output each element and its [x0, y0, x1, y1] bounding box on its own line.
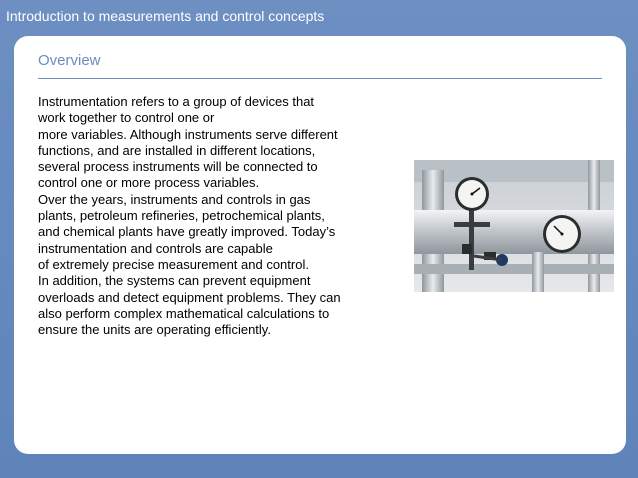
- body-line: Instrumentation refers to a group of devices that: [38, 94, 315, 109]
- body-text: [38, 94, 390, 338]
- body-line: and chemical plants have greatly improved. Today’s: [38, 224, 336, 240]
- body-line: instrumentation and controls are capable: [38, 240, 273, 256]
- body-line: also perform complex mathematical calculations to: [38, 305, 330, 321]
- body-line: plants, petroleum refineries, petrochemical plants,: [38, 208, 325, 224]
- body-line: ensure the units are operating efficiently.: [38, 322, 271, 338]
- body-line: work together to control one or: [38, 110, 215, 126]
- body-line: more variables. Although instruments serve different: [38, 126, 338, 142]
- body-line: of extremely precise measurement and control.: [38, 256, 309, 272]
- content-panel: [14, 36, 626, 454]
- body-line: several process instruments will be connected to: [38, 159, 318, 175]
- body-line: control one or more process variables.: [38, 175, 260, 191]
- slide-title: Introduction to measurements and control concepts: [6, 8, 325, 24]
- section-heading: Overview: [38, 52, 101, 69]
- body-line: In addition, the systems can prevent equipment: [38, 273, 311, 289]
- body-line: overloads and detect equipment problems. They can: [38, 289, 341, 305]
- body-line: Over the years, instruments and controls in gas: [38, 191, 311, 207]
- body-line: functions, and are installed in different locations,: [38, 142, 316, 158]
- heading-divider: [38, 78, 602, 79]
- pressure-gauges-photo: [414, 160, 614, 292]
